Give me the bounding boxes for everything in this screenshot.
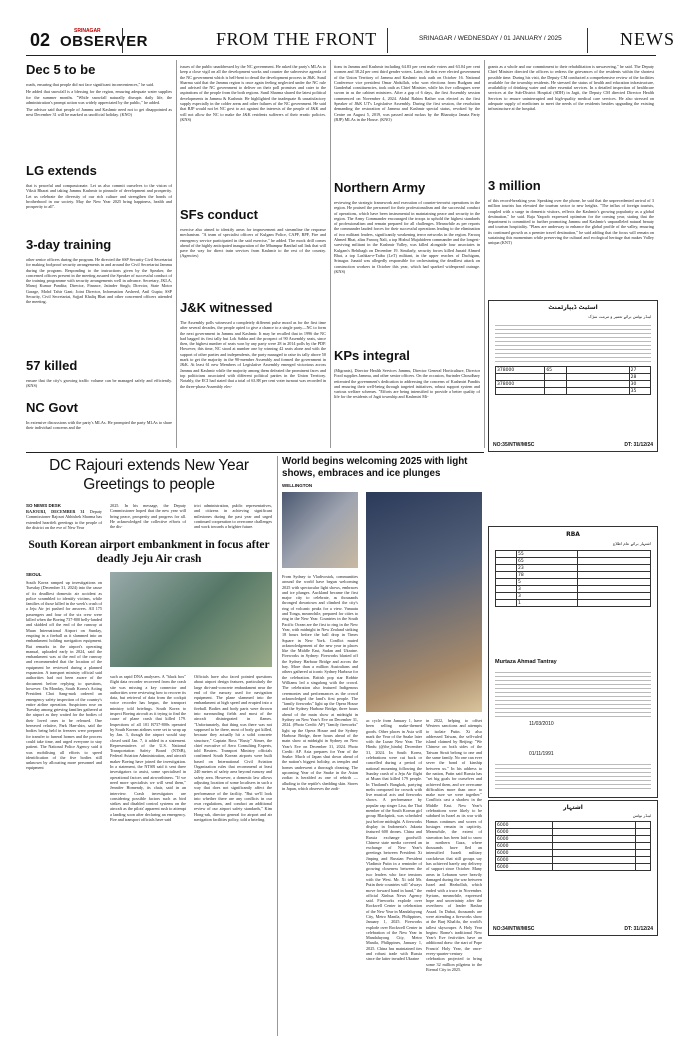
col1-p2: He added that snowfall is a blessing for the region, ensuring adequate water supplies for the summer months. "While snowfall naturally disrupts daily life, the administration's prompt action was widely appreciated by the public," he added.	[26, 89, 172, 105]
rajouri-text-1: Deputy Commissioner Rajouri Abhishek Sharma has extended heartfelt greetings to the people of the district on the eve of New Year	[26, 509, 103, 530]
headline-dec5: Dec 5 to be	[26, 62, 96, 77]
ad2-filler	[495, 669, 651, 717]
col2-text1: issues of the public unaddressed by the NC government. He asked the party's MLAs to keep a close vigil on all the development works and counter the subversive agenda of the NC government which is hell-bent to derail the development process in J&K. Sunil Sharma said that the Jammu region is once again feeling neglected under the NC rule and advised the NC government to deliver on their poll promises and cater to the aspirations of the people from the both regions. Sunil Sharma shared the latest political developments in Jammu & Kashmir. He highlighted the inadequate & unsatisfactory supply especially in the colder areas and other failures of the NC government. He said that BJP would not let NC govt to act against the interests of the people of J&K and will not allow the NC to make the J&K residents sufferers of their erratic policies. (KNS)	[180, 64, 326, 122]
headline-killed: 57 killed	[26, 358, 78, 373]
ad1-cell: 65	[545, 367, 566, 374]
story-korea	[26, 538, 272, 1038]
ad2-cell	[496, 600, 517, 607]
ad3-cell	[636, 829, 651, 836]
ad2-filler-2	[495, 761, 651, 791]
training-text: other senior officers during the program. He directed the SSP Security Civil Secretariat for making foolproof security arrangements in and around the Civil Secretariat Jammu during the program. Responding to the instructions given by the Speaker, the concerned officers present in the meeting assured the Speaker of successful conduct of the training programme with security arrangements well in advance. Secretary, JKLA, Manoj Kumar Pandita; Director, Finance, Jatinder Singh; Director, State Motor Garage, Mohd Tahir Gani; Joint Director, Information Arsheed, Anil Gupta; SSP Security, Civil Secretariat, Sajjad Khaliq Bhat and other concerned officers attended the meeting.	[26, 257, 172, 305]
ad1-row	[496, 388, 651, 395]
column-4	[488, 60, 656, 300]
ad1-text: ٹینڈر نوٹس برائے تعمیر و مرمت سڑک	[588, 314, 651, 319]
ad2-title: RBA	[566, 531, 580, 538]
ad3-table	[495, 821, 651, 871]
ad3-row	[496, 843, 651, 850]
ad2-cell: 5	[516, 579, 577, 586]
column-3	[334, 60, 480, 450]
header-sep-1	[122, 28, 123, 53]
ad3-cell: 6000	[496, 864, 553, 871]
ad1-cell: 35	[629, 388, 650, 395]
ad1-cell	[545, 388, 566, 395]
korea-text-3: Officials have also faced pointed questions about airport design features, particularly the large dirt-and-concrete embankment near the end of the runway used for navigation equipment. The plane slammed into the embankment at high speed and erupted into a fireball. Bodies and body parts were thrown into surrounding fields and most of the aircraft disintegrated in flames. "Unfortunately, that thing was there was not supposed to be there, most of body got killed, because they actually hit a solid concrete structure," Captain Ross "Rusty" Aimer, the chief executive of Aero Consulting Experts, told Reuters. Transport Ministry officials confirmed South Korean airports were built based on International Civil Aviation Organization rules that recommend at least 240 metres of safety area beyond runway and safety area. However, a domestic law allows adjusting location of some localisers in such a way that does not significantly affect the performance of the facility. "But we'll look into whether there are any conflicts in our own regulations, and conduct an additional review of our airport safety standards," Kim Hong-rak, director general for airport and air navigation facilities policy, told a briefing.	[194, 674, 272, 823]
headline-nc: NC Govt	[26, 400, 78, 415]
brand-top: SRINAGAR	[74, 28, 101, 34]
advertisement-1	[488, 300, 658, 452]
ad3-title: اشتہار	[563, 804, 583, 811]
col4-text1: grants as a whole and our commitment to their rehabilitation is unwavering," he said. The Deputy Chief Minister directed the officers to redress the grievances of the residents within the shortest possible time. During his visit, the Deputy CM conducted a comprehensive review of the facilities available for the township residents. He stressed the status of health and education infrastructure, availability of drinking water and other essential services. In a detailed inspection of healthcare services at the Sub-District Hospital (SDH) in Jagti, the Deputy CM directed Director Health Services to ensure uninterrupted and high-quality medical care services. He also stressed on adequate supply of medicines to meet the needs of the residents besides upgrading the existing infrastructure at the hospital.	[488, 64, 654, 112]
ad3-cell: 6000	[496, 822, 553, 829]
dateline: SRINAGAR / WEDNESDAY / 01 JANUARY / 2025	[419, 35, 562, 42]
ad2-cell	[578, 572, 651, 579]
ad3-cell	[636, 843, 651, 850]
ad2-cell	[496, 551, 517, 558]
ad2-date-1: 11/03/2010	[529, 721, 554, 727]
ad2-cell	[578, 551, 651, 558]
ad2-cell	[496, 558, 517, 565]
ad2-cell	[578, 565, 651, 572]
sfs-text: exercise also aimed to identify areas for improvement and streamline the response mechanism. "A team of specialist officers of Kulgam Police, CAPF, RPF, Fire and emergency service participated in the said exercise," he added. The mock drill comes ahead of the highly anticipated inauguration of the Mhampur Banihal rail link that will pave the way for direct train services from Kashmir to the rest of the country. (Agencies)	[180, 227, 326, 259]
ad1-footer-no: NO:35/NTW/MISC	[493, 442, 535, 448]
ad3-row	[496, 850, 651, 857]
ad3-cell	[553, 850, 636, 857]
ad1-footer-dt: DT: 31/12/24	[624, 442, 653, 448]
header-divider	[26, 55, 656, 56]
ad2-name: Murtaza Ahmad Tantray	[495, 659, 557, 665]
rajouri-text-3: trict administration, public representatives, and citizens in achieving significant milestones during the past year and urged continued cooperation to overcome challenges and work towards a brighter future.	[194, 503, 272, 530]
ad3-cell	[553, 843, 636, 850]
ad2-cell	[496, 593, 517, 600]
advertisement-2	[488, 526, 658, 798]
story-rajouri	[26, 456, 272, 528]
col1-p3: The advisor said that people of Jammu and Kashmir need not to get disappointed as next December 31 will be marked as unofficial holiday. (KNO)	[26, 107, 172, 118]
page-header	[26, 28, 675, 52]
brand-logo: OBSERVER	[60, 33, 148, 50]
world-text-1: From Sydney to Vladivostok, communities around the world have begun welcoming 2025 with spectacular light shows, embraces and ice plunges. Auckland became the first major city to celebrate, as thousands thronged downtown and climbed the city's ring of volcanic peaks for a view. Vanuatu and Tonga, meanwhile, prepared for cities to ring in the New Year. Countries in the South Pacific Ocean are the first to ring in the New Year, with midnight in New Zealand striking 18 hours before the ball drop in Times Square in New York. Conflict muted acknowledgement of the new year in places like the Middle East, Sudan and Ukraine. Fireworks in Sydney: Fireworks blasted off the Sydney Harbour Bridge and across the bay. More than a million Australians and others gathered at iconic Sydney Harbour for the celebration. British pop star Robbie Williams led a singalong with the crowd. The celebration also featured Indigenous ceremonies and performances as the crowd acknowledged the land's first people. The "family fireworks" light up the Opera House and the Sydney Harbour Bridge, three hours ahead of the main show at midnight in Sydney on New Year's Eve on December 31, 2024. (Photo Credit: AP) "family fireworks" light up the Opera House and the Sydney Harbour Bridge, three hours ahead of the main show at midnight in Sydney on New Year's Eve on December 31, 2024. Photo Credit: AP. Asia prepares for Year of the Snake: Much of Japan shut down ahead of the nation's biggest holiday, as temples and homes underwent a thorough cleaning. The upcoming Year of the Snake in the Asian zodiac is heralded as one of rebirth — alluding to the reptile's shedding skin. Stores in Japan, which observes the zodi-	[282, 574, 358, 791]
ad1-title: اسٹیٹ ڈیپارٹمنٹ	[548, 304, 598, 311]
ad1-cell	[566, 381, 629, 388]
ad2-row	[496, 600, 651, 607]
headline-jk: J&K witnessed	[180, 300, 273, 315]
col-divider-2	[330, 60, 331, 448]
ad3-cell	[553, 822, 636, 829]
ad2-cell: 65	[516, 558, 577, 565]
col1-intro	[26, 82, 172, 120]
header-sep-3	[587, 28, 588, 53]
ad2-row	[496, 565, 651, 572]
ad2-row	[496, 593, 651, 600]
ad1-cell: 30	[629, 381, 650, 388]
ad3-cell	[636, 850, 651, 857]
ad3-cell	[636, 836, 651, 843]
ad2-cell: 3	[516, 586, 577, 593]
world-text-2: ac cycle from January 1, have been selling snake-themed goods. Other places in Asia will mark the Year of the Snake later with the Lunar New Year. The Hindu (@the_hindu) December 31, 2024. In South Korea, celebrations were cut back or cancelled during a period of national mourning following the Sunday crash of a Jeju Air flight at Muan that killed 179 people. In Thailand's Bangkok, partying melts composed for crowds with live musical acts and fireworks shows. A performance by popular rap singer Lisa, the Thai member of the South Korean girl group Blackpink, was scheduled just before midnight. A fireworks display in Indonesia's Jakarta featured 600 drones. China and Russia exchange goodwill: Chinese state media covered an exchange of New Year's greetings between President Xi Jinping and Russian President Vladimir Putin in a reminder of growing closeness between the two leaders who face tensions with the West. Mr. Xi told Mr. Putin their countries will "always move forward hand in hand," the official Xinhua News Agency said. Fireworks explode over Rockwell Center in celebration of the New Year in Mandaluyong City, Metro Manila, Philippines, January 1, 2025. Fireworks explode over Rockwell Center in celebration of the New Year in Mandaluyong City, Metro Manila, Philippines, January 1, 2025. China has maintained ties and robust trade with Russia since the latter invaded Ukraine	[366, 718, 422, 962]
headline-3-million: 3 million	[488, 178, 541, 193]
world-photo	[282, 492, 358, 568]
section-title: FROM THE FRONT	[216, 29, 377, 49]
ad1-cell	[566, 388, 629, 395]
world-photo-large	[366, 492, 482, 712]
world-text-3: in 2022, helping to offset Western sanctions and attempts to isolate Putin. Xi also addressed Taiwan, the self-ruled island claimed by Beijing: "We Chinese on both sides of the Taiwan Strait belong to one and the same family. No one can ever sever the bond of kinship between us." In his address to the nation, Putin said Russia has "set big goals for ourselves and achieved them, and we overcame difficulties more than once to make sure we were together." Conflicts cast a shadow in the Middle East. New Year's celebrations were likely to be subdued in Israel as its war with Hamas continues and scores of hostages remain in captivity. Meanwhile, the extent of starvation has been laid to snow in northern Gaza, where thousands have fled an intensified Israeli military crackdown that still groups say has achieved barely any delivery of support since October. Many areas in Lebanon were heavily damaged during the war between Israel and Hezbollah, which ended with a truce in November. Syrians, meanwhile, expressed hope and uncertainty after the overthrow of leader Bashar Assad. In Dubai, thousands are were attending a fireworks show at the Burj Khalifa, the world's tallest skyscraper. A Holy Year begins: Rome's traditional New Year's Eve festivities have an additional draw: the start of Pope Francis' Holy Year, the once-every-quarter-century celebration projected to bring some 32 million pilgrims to the Eternal City in 2025.	[426, 718, 482, 972]
korea-text-1: South Korea ramped up investigations on Tuesday (December 31, 2024) into the cause of its deadliest domestic air accident as police scrambled to identify victims, while families of those killed in the week's crash of a Jeju Air jet pushed for answers. All 175 passengers and four of the six crew were killed when the Boeing 737-800 belly-landed and skidded off the end of the runway at Muan International Airport on Sunday, erupting in a fireball as it slammed into an embankment holding navigation equipment. But remarks in the airport's operating manual, uploaded early in 2024, said the embankment was at the end of the runway and recommended that the location of the equipment be reviewed during a planned expansion. A transport ministry official said authorities had not been aware of the document before replying to questions, however. On Monday, South Korea's Acting President Choi Sang-mok ordered an emergency safety inspection of the country's entire airline operation. Suspicions rose on Tuesday among grieving families gathered at the airport as they waited for the bodies of their loved ones to be released. One bereaved relative, Park Han-shin, said the bodies being held in freezers were prepared for transfer to funeral homes and the process could take time, and urged everyone to stay patient. The National Police Agency said it was mobilising all efforts to speed identification of the five bodies still unknown by allocating more personnel and equipment	[26, 580, 102, 771]
ad2-date-2: 01/11/1991	[529, 751, 554, 757]
ad3-cell	[553, 836, 636, 843]
killed-text: ensure that the city's growing traffic volume can be managed safely and efficiently. (KNS)	[26, 378, 172, 389]
korea-headline: South Korean airport embankment in focus after deadly Jeju Air crash	[28, 539, 270, 565]
ad1-cell: 378000	[496, 381, 545, 388]
ad1-cell	[496, 374, 545, 381]
page-number: 02	[30, 30, 51, 50]
ad3-row	[496, 857, 651, 864]
ad1-cell	[545, 381, 566, 388]
ad2-row	[496, 579, 651, 586]
korea-text-2: such as rapid DNA analysers. A "black box" flight data recorder recovered from the crash site was missing a key connector and authorities were reviewing how to recover its data, but retrieval of data from the cockpit voice recorder has begun, the transport ministry told briefings. South Korea to inspect Boeing aircraft as it trying to find the cause of plane crash that killed 179. Inspections of all 101 B737-800s operated by South Korean airlines were set to wrap up by Jan. 3, though the airport would stay closed until Jan. 7, it added in a statement. Representatives of the U.S. National Transportation Safety Board (NTSB), Federal Aviation Administration, and aircraft maker Boeing have joined the investigation. In a statement, the NTSB said it sent three investigators to assist, some specialised in operational factors and airworthiness. "If we need more specialists we will send them," Jennifer Homendy, its chair, said in an interview. Crash investigators are considering possible factors such as bird strikes and disabled control systems on the aircraft as the pilots' apparent rush to attempt a landing soon after declaring an emergency. Fire and transport officials have said	[110, 674, 186, 823]
ad2-cell	[496, 586, 517, 593]
ad2-table	[495, 550, 651, 607]
ad3-cell	[553, 864, 636, 871]
ad1-cell: 28	[629, 374, 650, 381]
column-2	[180, 60, 326, 450]
ad1-filler	[495, 322, 651, 362]
ad3-cell: 6000	[496, 850, 553, 857]
ad2-cell	[578, 593, 651, 600]
rajouri-col-1	[26, 509, 102, 530]
headline-training: 3-day training	[26, 237, 112, 252]
ad2-cell: 23	[516, 565, 577, 572]
ad1-table	[495, 366, 651, 395]
ad1-cell	[496, 388, 545, 395]
korea-photo	[110, 572, 272, 667]
ad2-cell	[578, 558, 651, 565]
nc-text: In extensive discussions with the party's MLAs. He prompted the party MLAs to share their individual concerns and the	[26, 420, 172, 431]
section-divider	[26, 452, 484, 453]
header-sep-2	[387, 28, 388, 53]
ad3-cell: 6000	[496, 836, 553, 843]
ad2-cell	[496, 572, 517, 579]
ad2-cell	[496, 565, 517, 572]
ad3-cell	[553, 857, 636, 864]
rajouri-dateline: RAJOURI, DECEMBER 31	[26, 509, 85, 514]
ad3-row	[496, 822, 651, 829]
ad2-row	[496, 558, 651, 565]
army-text: reviewing the strategic framework and execution of counter-terrorist operations in the region. He praised the personnel for their professionalism and the successful conduct of operations, which have been instrumental in maintaining peace and security in the region. The Army Commander encouraged the troops to uphold the highest standards of professionalism and remain prepared for all challenges. Meanwhile as per reports the commander lauded forces for their successful operations leading to the elimination of two militant leaders, significantly weakening terror networks in the region. Farooq Ahmed Bhat, alias Farooq Nali, a top Hizbul Mujahideen commander and the longest-surviving militant in the Kashmir Valley, was killed alongside four associates in Kulgam's Behibagh on December 19. Similarly, security forces killed Junaid Ahmed Bhat, a top Lashkar-e-Taiba (LeT) militant, in the upper reaches of Dachigam, Srinagar. Junaid was allegedly responsible for orchestrating the deadliest attack on construction workers in October this year, which had sparked widespread outrage. (KNS)	[334, 200, 480, 274]
ad2-cell: 78	[516, 572, 577, 579]
ad3-cell: 6000	[496, 829, 553, 836]
ad3-footer-no: NO:34/NTW/MISC	[493, 926, 535, 932]
ad2-row	[496, 551, 651, 558]
lg-text: that is peaceful and compassionate. Let us also commit ourselves to the vision of Viksit Bharat and taking Jammu Kashmir to pinnacle of development and prosperity. Let us celebrate the diversity of our rich culture and strengthen the bonds of brotherhood in our society. May the New Year 2025 bring happiness, health and prosperity to all".	[26, 183, 172, 210]
ad2-cell: 3	[516, 593, 577, 600]
ad2-row	[496, 586, 651, 593]
ad1-cell	[545, 374, 566, 381]
ad1-row	[496, 374, 651, 381]
ad1-cell: 378000	[496, 367, 545, 374]
ad3-row	[496, 829, 651, 836]
headline-kps: KPs integral	[334, 348, 410, 363]
ad3-cell: 6000	[496, 857, 553, 864]
ad1-cell: 27	[629, 367, 650, 374]
world-dateline: WELLINGTON	[282, 483, 313, 488]
col-divider-3	[484, 60, 485, 448]
jk-text: The Assembly polls witnessed a completely different pulse mood as for the first time after several decades, the people opted to give a chance to a single party—NC to form the next government in Jammu and Kashmir. It may be recalled that in 1996 the NC had bagged its first tally but Lok Sabha and the prospect of 90 Assembly seats, since then, the highest number of seats won by any party were 28 in 2014 polls by the PDP. However, this time, NC stood at number one by winning 42 seats alone and with the support of other parties and independents, the party managed to raise its tally above 50 mark to get the majority in the 90-member Assembly and formed the government in J&K. At least 61 new Members of Legislative Assembly emerged victorious across Jammu and Kashmir while the majority among them defeated the prominent faces and top politicians associated with different political parties in the Union Territory. Notably, the ECI had stated that a total of 63.88 per cent voter turnout was recorded in the three-phase Assembly elec-	[180, 320, 326, 389]
ad3-row	[496, 864, 651, 871]
ad2-cell: 55	[516, 551, 577, 558]
ad3-footer-dt: DT: 31/12/24	[624, 926, 653, 932]
advertisement-3	[488, 800, 658, 936]
kps-text: (Migrants), Director Health Services Jammu, Director General Horticulture, Director Food supplies Jammu, and other senior officers. On the occasion, Surinder Choudhary reiterated the government's dedication to addressing the concerns of Kashmiri Pandits and ensuring their well-being through targeted initiatives, robust support system and various welfare schemes. "Efforts are being intensified to provide a better quality of life for the residents of Jagti township and Kashmiri Mi-	[334, 368, 480, 400]
ad3-cell	[636, 857, 651, 864]
col1-p1: roads, ensuring that people did not face significant inconveniences," he said.	[26, 82, 155, 87]
million-text: of this record-breaking year. Speaking over the phone, he said that the unprecedented arrival of 3 million tourists has elevated the tourism sector to new heights. "The influx of foreign tourists, coupled with a surge in domestic visitors, reflects the Kashmir's growing popularity as a global destination," he said. Raja Yaqoob expressed optimism for the coming year, stating that the department is committed to further promoting Jammu and Kashmir's unparalleled natural beauty and tourism hospitality. "Plans are underway to enhance the global profile of the valley, ensuring its continued growth as a premier travel destination," he said adding that the focus will remain on sustaining this momentum while preserving the cultural and ecological heritage that makes Valley unique.(KNT)	[488, 198, 654, 246]
ad1-row	[496, 381, 651, 388]
ad3-cell	[553, 829, 636, 836]
ad2-cell	[578, 586, 651, 593]
headline-army: Northern Army	[334, 180, 426, 195]
headline-sfs: SFs conduct	[180, 207, 259, 222]
ad3-cell	[636, 822, 651, 829]
ad3-row	[496, 836, 651, 843]
ad3-cell: 6000	[496, 843, 553, 850]
ad2-text: اشتہار برائے عام اطلاع	[612, 541, 651, 546]
column-1	[26, 60, 172, 450]
ad2-cell	[496, 579, 517, 586]
rajouri-headline: DC Rajouri extends New Year Greetings to people	[49, 457, 249, 493]
rajouri-text-2: 2025. In his message, the Deputy Commissioner hoped that the new year will bring peace, prosperity and progress for all. He acknowledged the collective efforts of the dis-	[110, 503, 186, 530]
korea-dateline: SEOUL	[26, 572, 42, 577]
ad2-cell	[578, 600, 651, 607]
section-label: NEWS	[620, 29, 675, 49]
ad1-cell	[566, 374, 629, 381]
story-divider	[277, 456, 278, 1036]
ad3-text: ٹینڈر نوٹس	[632, 813, 651, 818]
ad2-cell	[578, 579, 651, 586]
world-headline: World begins welcoming 2025 with light shows, embraces and ice plunges	[282, 456, 468, 479]
rajouri-byline: SO NEWS DESK	[26, 503, 62, 508]
headline-lg: LG extends	[26, 163, 97, 178]
ad2-cell: 1	[516, 600, 577, 607]
ad3-cell	[636, 864, 651, 871]
ad2-row	[496, 572, 651, 579]
story-world	[282, 456, 482, 1040]
ad1-cell	[566, 367, 629, 374]
col3-text1: tions in Jammu and Kashmir including 64.83 per cent male voters and 63.04 per cent women and 38.24 per cent third gender voters. Later, the first ever elected government of the Union Territory of Jammu and Kashmir took oath on October 16. National Conference vice president Omar Abdullah, who won elections from Budgam and Ganderbal constituencies, took oath as Chief Minister, while his five colleagues were sworn in as the cabinet ministers. After a gap of 6 days, the first Assembly session commenced on November 4, 2024. Abdul Rahim Rather was elected as the first Speaker of J&K UT's Legislative Assembly. During the first session, the resolution demanding the restoration of Jammu and Kashmir special status, revoked by the Centre on August 5, 2019, was passed amid ruckus by the Bharatiya Janata Party (BJP) MLAs in the House. (KNO)	[334, 64, 480, 122]
col-divider-1	[176, 60, 177, 448]
ad1-row	[496, 367, 651, 374]
